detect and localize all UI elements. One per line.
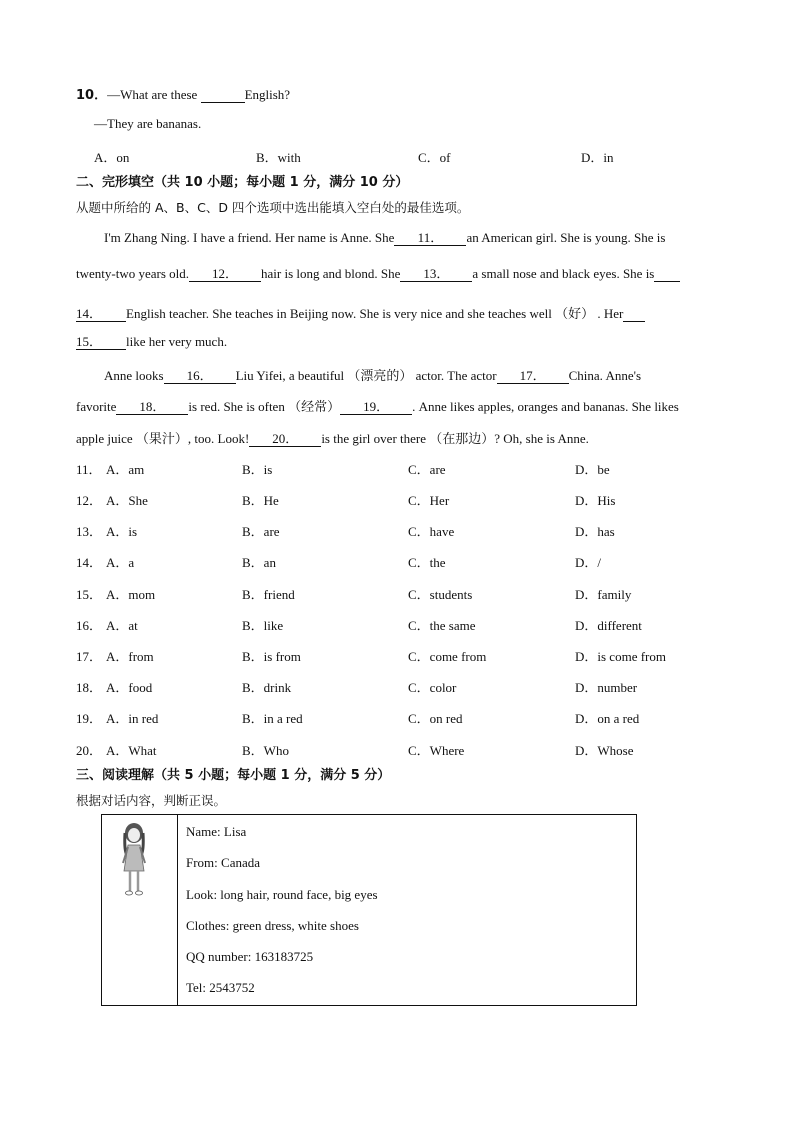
passage-text: is the girl over there （在那边）? Oh, she is Anne. xyxy=(321,431,589,446)
q10-blank[interactable] xyxy=(201,88,245,103)
blank-13[interactable]: 13． xyxy=(400,267,472,282)
question-14-option-b[interactable]: B．an xyxy=(242,555,276,570)
q10-option-b[interactable]: B．with xyxy=(256,150,301,165)
question-12-option-b[interactable]: B．He xyxy=(242,493,279,508)
section3-instruction: 根据对话内容，判断正误。 xyxy=(76,793,227,808)
section3-title: 三、阅读理解（共 5 小题；每小题 1 分，满分 5 分） xyxy=(76,768,391,783)
question-11-option-c[interactable]: C．are xyxy=(408,462,446,477)
question-18-option-d[interactable]: D．number xyxy=(575,680,638,695)
question-number: 12． xyxy=(76,493,103,508)
girl-illustration-icon xyxy=(114,821,154,901)
question-16-option-d[interactable]: D．different xyxy=(575,618,642,633)
passage-text: hair is long and blond. She xyxy=(261,266,401,281)
profile-clothes: Clothes: green dress, white shoes xyxy=(186,918,359,933)
profile-picture-cell xyxy=(102,815,178,1006)
profile-qq: QQ number: 163183725 xyxy=(186,949,314,964)
passage-text: like her very much. xyxy=(126,334,228,349)
question-12-option-c[interactable]: C．Her xyxy=(408,493,450,508)
question-19-option-b[interactable]: B．in a red xyxy=(242,711,303,726)
question-20-option-a[interactable]: A．What xyxy=(106,743,157,758)
question-20-option-b[interactable]: B．Who xyxy=(242,743,289,758)
question-15-option-a[interactable]: A．mom xyxy=(106,587,156,602)
question-number: 17． xyxy=(76,649,103,664)
passage-text: apple juice （果汁）, too. Look! xyxy=(76,431,250,446)
question-13-option-d[interactable]: D．has xyxy=(575,524,615,539)
question-13-option-c[interactable]: C．have xyxy=(408,524,455,539)
question-11-option-d[interactable]: D．be xyxy=(575,462,610,477)
question-15-option-c[interactable]: C．students xyxy=(408,587,473,602)
q10-answer-line: —They are bananas. xyxy=(94,116,202,131)
blank-20[interactable]: 20． xyxy=(249,432,321,447)
question-19-option-a[interactable]: A．in red xyxy=(106,711,159,726)
q10-number: 10． xyxy=(76,88,108,103)
blank-11[interactable]: 11． xyxy=(394,231,466,246)
passage-text: I'm Zhang Ning. I have a friend. Her name is Anne. She xyxy=(104,230,395,245)
profile-info-cell xyxy=(178,815,637,1006)
question-19-option-c[interactable]: C．on red xyxy=(408,711,463,726)
question-16-option-a[interactable]: A．at xyxy=(106,618,138,633)
question-18-option-c[interactable]: C．color xyxy=(408,680,457,695)
blank-14-start xyxy=(654,267,680,282)
question-17-option-a[interactable]: A．from xyxy=(106,649,154,664)
question-13-option-a[interactable]: A．is xyxy=(106,524,138,539)
question-20-option-c[interactable]: C．Where xyxy=(408,743,465,758)
profile-name: Name: Lisa xyxy=(186,824,247,839)
profile-from: From: Canada xyxy=(186,855,261,870)
profile-tel: Tel: 2543752 xyxy=(186,980,255,995)
question-number: 19． xyxy=(76,711,103,726)
blank-18[interactable]: 18． xyxy=(116,400,188,415)
question-12-option-a[interactable]: A．She xyxy=(106,493,148,508)
passage-text: is red. She is often （经常） xyxy=(188,399,341,414)
question-14-option-a[interactable]: A．a xyxy=(106,555,135,570)
section2-instruction: 从题中所给的 A、B、C、D 四个选项中选出能填入空白处的最佳选项。 xyxy=(76,200,470,215)
passage-text: China. Anne's xyxy=(568,368,642,383)
blank-14[interactable]: 14． xyxy=(76,307,126,322)
q10-stem-text-b: English? xyxy=(244,87,291,102)
question-number: 16． xyxy=(76,618,103,633)
q10-stem-text-a: —What are these xyxy=(107,87,198,102)
question-17-option-d[interactable]: D．is come from xyxy=(575,649,666,664)
question-12-option-d[interactable]: D．His xyxy=(575,493,616,508)
q10-option-d[interactable]: D．in xyxy=(581,150,614,165)
profile-look: Look: long hair, round face, big eyes xyxy=(186,887,378,902)
passage-line-2 xyxy=(76,266,680,282)
q10-option-a[interactable]: A．on xyxy=(94,150,130,165)
question-number: 18． xyxy=(76,680,103,695)
question-14-option-d[interactable]: D．/ xyxy=(575,555,602,570)
passage-line-6 xyxy=(76,396,679,415)
section2-title: 二、完形填空（共 10 小题；每小题 1 分，满分 10 分） xyxy=(76,175,409,190)
passage-text: twenty-two years old. xyxy=(76,266,190,281)
passage-text: Liu Yifei, a beautiful （漂亮的） actor. The actor xyxy=(235,368,497,383)
question-16-option-b[interactable]: B．like xyxy=(242,618,284,633)
q10-stem xyxy=(76,84,290,103)
blank-12[interactable]: 12． xyxy=(189,267,261,282)
passage-text: Anne looks xyxy=(104,368,164,383)
passage-text: . Anne likes apples, oranges and bananas. She likes xyxy=(412,399,679,414)
question-15-option-d[interactable]: D．family xyxy=(575,587,632,602)
passage-line-4 xyxy=(76,334,227,350)
passage-line-1 xyxy=(104,230,665,246)
question-11-option-b[interactable]: B．is xyxy=(242,462,273,477)
passage-text: favorite xyxy=(76,399,117,414)
question-11-option-a[interactable]: A．am xyxy=(106,462,145,477)
passage-text: a small nose and black eyes. She is xyxy=(472,266,655,281)
blank-15-start xyxy=(623,307,645,322)
question-18-option-a[interactable]: A．food xyxy=(106,680,153,695)
question-13-option-b[interactable]: B．are xyxy=(242,524,280,539)
question-20-option-d[interactable]: D．Whose xyxy=(575,743,634,758)
blank-16[interactable]: 16． xyxy=(164,369,236,384)
q10-option-c[interactable]: C．of xyxy=(418,150,451,165)
passage-line-3 xyxy=(76,303,645,322)
question-15-option-b[interactable]: B．friend xyxy=(242,587,295,602)
question-number: 11． xyxy=(76,462,102,477)
question-19-option-d[interactable]: D．on a red xyxy=(575,711,640,726)
question-number: 14． xyxy=(76,555,103,570)
question-number: 13． xyxy=(76,524,103,539)
blank-19[interactable]: 19． xyxy=(340,400,412,415)
profile-card xyxy=(101,814,637,1006)
passage-line-5 xyxy=(104,365,641,384)
question-number: 20． xyxy=(76,743,103,758)
passage-text: an American girl. She is young. She is xyxy=(466,230,666,245)
question-18-option-b[interactable]: B．drink xyxy=(242,680,292,695)
passage-line-7 xyxy=(76,428,589,447)
question-16-option-c[interactable]: C．the same xyxy=(408,618,476,633)
question-17-option-c[interactable]: C．come from xyxy=(408,649,487,664)
blank-17[interactable]: 17． xyxy=(497,369,569,384)
passage-text: English teacher. She teaches in Beijing now. She is very nice and she teaches well （好） . Her xyxy=(126,306,624,321)
question-14-option-c[interactable]: C．the xyxy=(408,555,446,570)
question-number: 15． xyxy=(76,587,103,602)
blank-15[interactable]: 15． xyxy=(76,335,126,350)
question-17-option-b[interactable]: B．is from xyxy=(242,649,301,664)
